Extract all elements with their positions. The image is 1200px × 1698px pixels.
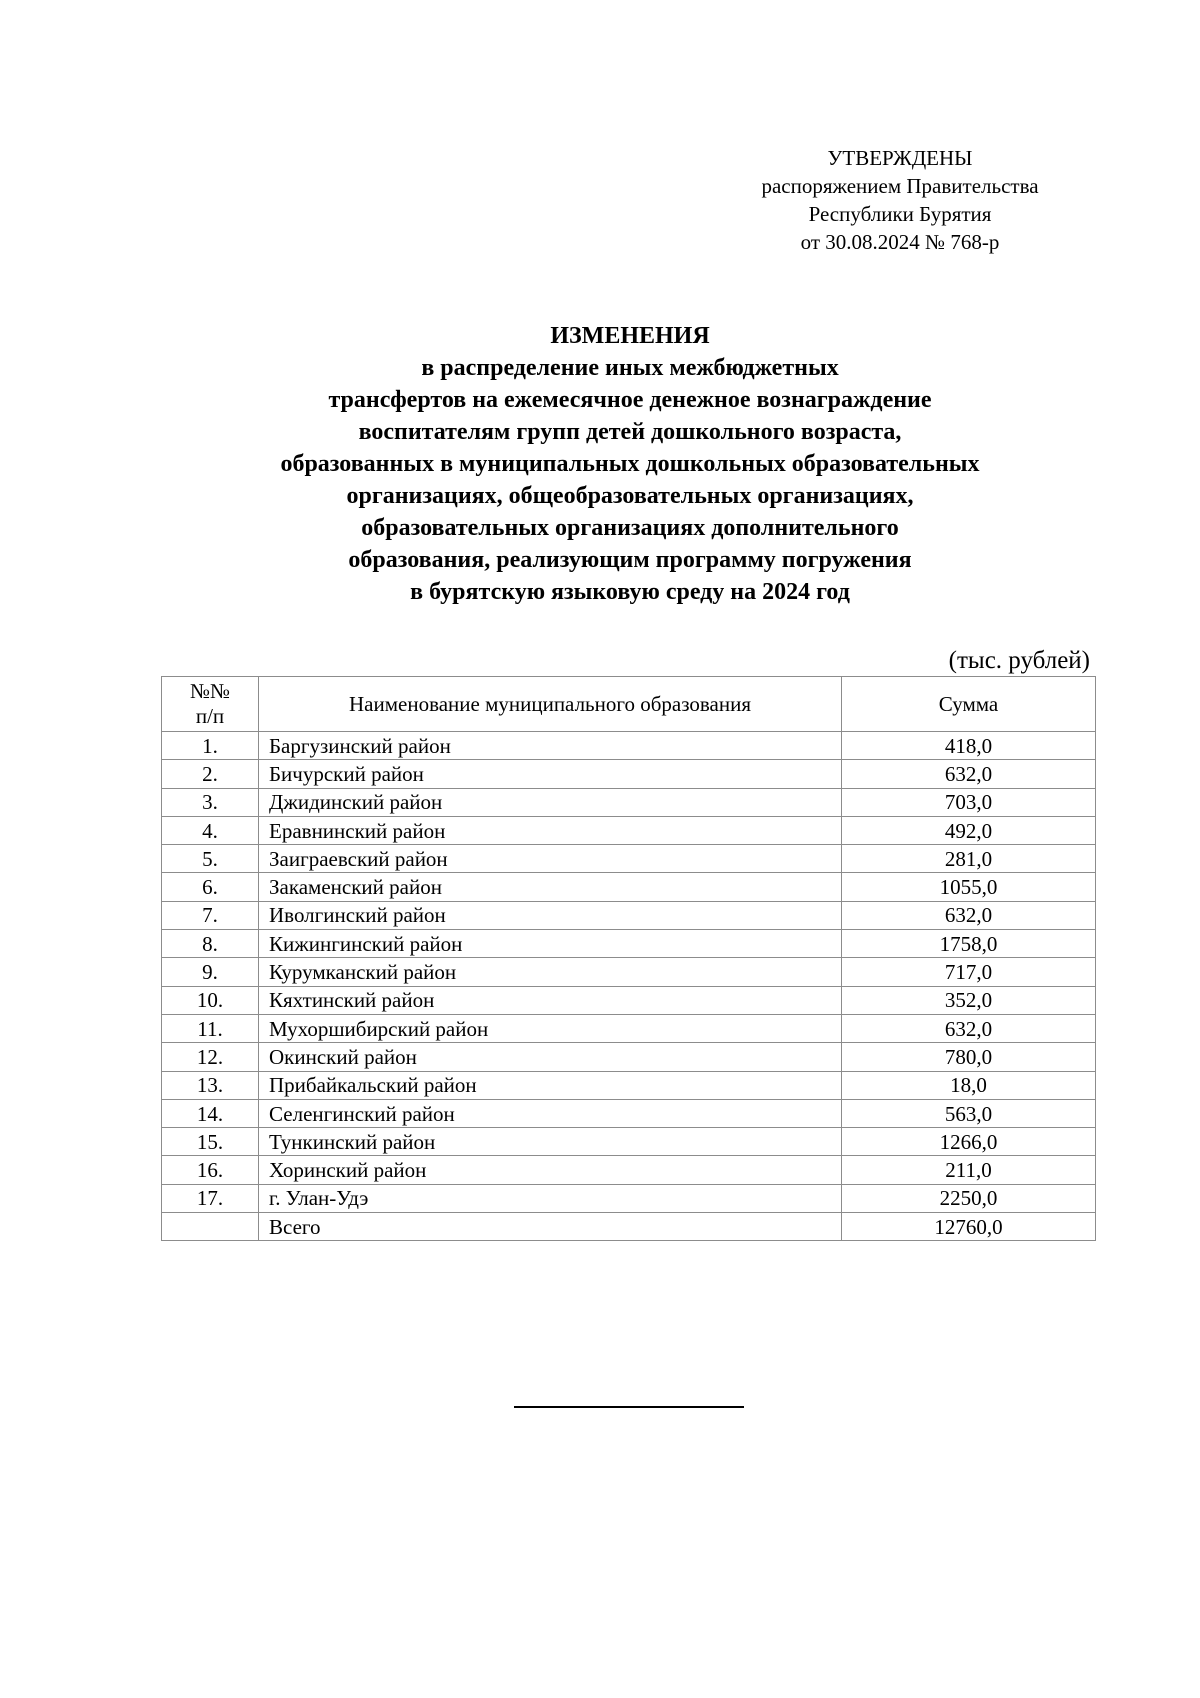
row-name: Кижингинский район — [259, 930, 842, 958]
table-row — [162, 901, 1096, 929]
row-sum: 2250,0 — [842, 1184, 1096, 1212]
row-sum: 563,0 — [842, 1099, 1096, 1127]
header-sum: Сумма — [842, 677, 1096, 732]
table-row — [162, 1071, 1096, 1099]
row-sum: 211,0 — [842, 1156, 1096, 1184]
row-name: Баргузинский район — [259, 732, 842, 760]
row-sum: 492,0 — [842, 816, 1096, 844]
row-number: 4. — [162, 816, 259, 844]
row-name: Хоринский район — [259, 1156, 842, 1184]
row-number: 10. — [162, 986, 259, 1014]
table-row — [162, 1043, 1096, 1071]
row-sum: 418,0 — [842, 732, 1096, 760]
row-name: г. Улан-Удэ — [259, 1184, 842, 1212]
row-sum: 717,0 — [842, 958, 1096, 986]
row-number: 3. — [162, 788, 259, 816]
title-line-6: образовательных организациях дополнительного — [361, 515, 899, 541]
total-number — [162, 1213, 259, 1241]
row-sum: 703,0 — [842, 788, 1096, 816]
row-sum: 1758,0 — [842, 930, 1096, 958]
total-label: Всего — [259, 1213, 842, 1241]
title-heading: ИЗМЕНЕНИЯ — [550, 323, 710, 349]
row-number: 8. — [162, 930, 259, 958]
row-name: Кяхтинский район — [259, 986, 842, 1014]
row-name: Заиграевский район — [259, 845, 842, 873]
row-number: 5. — [162, 845, 259, 873]
table-row — [162, 1156, 1096, 1184]
table-row — [162, 873, 1096, 901]
row-sum: 632,0 — [842, 1014, 1096, 1042]
header-number-line-2: п/п — [195, 704, 225, 728]
table-row — [162, 1184, 1096, 1212]
approval-line-1: УТВЕРЖДЕНЫ — [827, 146, 973, 170]
table-row — [162, 788, 1096, 816]
table-row — [162, 732, 1096, 760]
row-number: 13. — [162, 1071, 259, 1099]
table-row — [162, 845, 1096, 873]
row-name: Курумканский район — [259, 958, 842, 986]
table-row — [162, 1014, 1096, 1042]
row-sum: 780,0 — [842, 1043, 1096, 1071]
row-sum: 352,0 — [842, 986, 1096, 1014]
table-row — [162, 760, 1096, 788]
title-line-3: воспитателям групп детей дошкольного возраста, — [358, 419, 902, 445]
row-number: 17. — [162, 1184, 259, 1212]
row-name: Мухоршибирский район — [259, 1014, 842, 1042]
approval-line-3: Республики Бурятия — [808, 202, 992, 226]
table-row — [162, 1128, 1096, 1156]
row-number: 11. — [162, 1014, 259, 1042]
header-name: Наименование муниципального образования — [259, 677, 842, 732]
table-row — [162, 1099, 1096, 1127]
header-number-line-1: №№ — [189, 679, 231, 703]
row-sum: 632,0 — [842, 901, 1096, 929]
row-number: 9. — [162, 958, 259, 986]
row-name: Бичурский район — [259, 760, 842, 788]
title-line-1: в распределение иных межбюджетных — [421, 355, 839, 381]
table-header-row — [162, 677, 1096, 732]
title-line-5: организациях, общеобразовательных организациях, — [346, 483, 914, 509]
row-sum: 632,0 — [842, 760, 1096, 788]
approval-stamp — [700, 144, 1100, 256]
row-number: 7. — [162, 901, 259, 929]
total-sum: 12760,0 — [842, 1213, 1096, 1241]
row-name: Прибайкальский район — [259, 1071, 842, 1099]
table-row — [162, 930, 1096, 958]
closing-divider — [514, 1406, 744, 1408]
row-number: 16. — [162, 1156, 259, 1184]
table-row — [162, 816, 1096, 844]
row-name: Тункинский район — [259, 1128, 842, 1156]
row-number: 1. — [162, 732, 259, 760]
row-sum: 1055,0 — [842, 873, 1096, 901]
row-name: Иволгинский район — [259, 901, 842, 929]
table-row — [162, 958, 1096, 986]
title-line-4: образованных в муниципальных дошкольных образовательных — [280, 451, 980, 477]
table-row — [162, 986, 1096, 1014]
row-sum: 1266,0 — [842, 1128, 1096, 1156]
title-line-8: в бурятскую языковую среду на 2024 год — [410, 579, 850, 605]
row-sum: 18,0 — [842, 1071, 1096, 1099]
units-label: (тыс. рублей) — [948, 647, 1090, 674]
approval-line-4: от 30.08.2024 № 768-р — [800, 230, 1000, 254]
header-number — [162, 677, 259, 732]
row-name: Закаменский район — [259, 873, 842, 901]
row-name: Еравнинский район — [259, 816, 842, 844]
row-number: 2. — [162, 760, 259, 788]
row-sum: 281,0 — [842, 845, 1096, 873]
row-number: 15. — [162, 1128, 259, 1156]
table-total-row — [162, 1213, 1096, 1241]
approval-line-2: распоряжением Правительства — [761, 174, 1039, 198]
title-line-2: трансфертов на ежемесячное денежное вознаграждение — [328, 387, 932, 413]
row-name: Окинский район — [259, 1043, 842, 1071]
row-name: Джидинский район — [259, 788, 842, 816]
title-line-7: образования, реализующим программу погружения — [348, 547, 912, 573]
row-number: 6. — [162, 873, 259, 901]
row-name: Селенгинский район — [259, 1099, 842, 1127]
row-number: 12. — [162, 1043, 259, 1071]
transfers-table — [161, 676, 1096, 1241]
row-number: 14. — [162, 1099, 259, 1127]
document-title — [150, 320, 1110, 608]
table-body — [162, 732, 1096, 1241]
